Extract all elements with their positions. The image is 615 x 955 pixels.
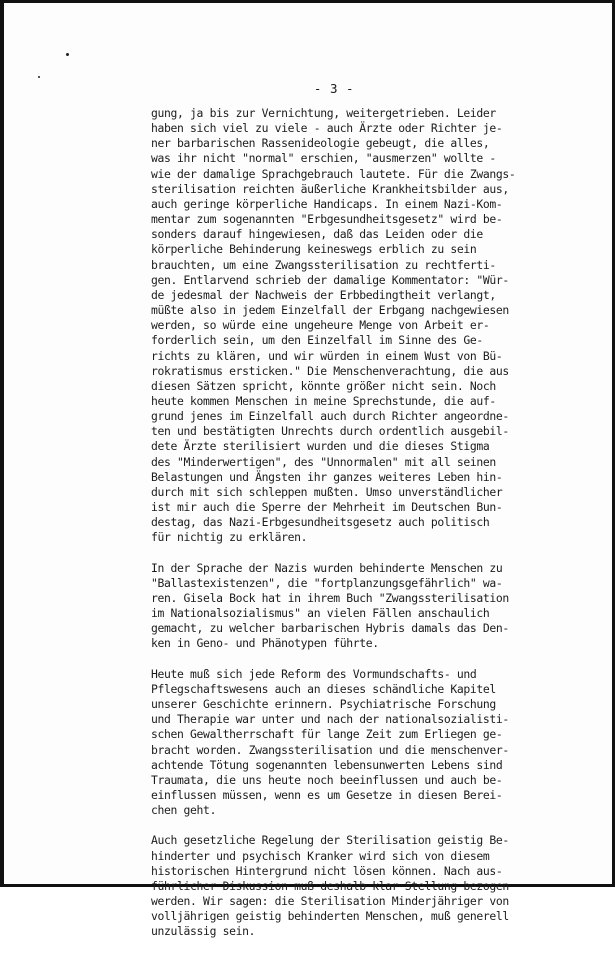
text-line: im Nationalsozialismus" an vielen Fällen anschaulich bbox=[151, 606, 490, 621]
text-line: körperliche Behinderung keineswegs erblich zu sein bbox=[151, 242, 477, 257]
text-line: und Therapie war unter und nach der nationalsozialisti- bbox=[151, 712, 509, 727]
text-line: Traumata, die uns heute noch beeinflussen und auch be- bbox=[151, 772, 503, 787]
text-line: Heute muß sich jede Reform des Vormundschafts- und bbox=[151, 666, 477, 681]
text-line: führlicher Diskussion muß deshalb klar Stellung bezogen bbox=[151, 878, 509, 893]
text-line: heute kommen Menschen in meine Sprechstunde, die auf- bbox=[151, 393, 496, 408]
text-line: richts zu klären, und wir würden in einem Wust von Bü- bbox=[151, 348, 503, 363]
text-line: destag, das Nazi-Erbgesundheitsgesetz auch politisch bbox=[151, 515, 490, 530]
text-line: rokratismus ersticken." Die Menschenverachtung, die aus bbox=[151, 363, 509, 378]
text-line: ten und bestätigten Unrechts durch ordentlich ausgebil- bbox=[151, 424, 509, 439]
text-line: unzulässig sein. bbox=[151, 924, 256, 939]
text-line: gen. Entlarvend schrieb der damalige Kommentator: "Wür- bbox=[151, 272, 509, 287]
text-line: für nichtig zu erklären. bbox=[151, 530, 308, 545]
text-line: einflussen müssen, wenn es um Gesetze in diesen Berei- bbox=[151, 788, 503, 802]
page-number: - 3 - bbox=[313, 81, 355, 96]
text-line: ren. Gisela Bock hat in ihrem Buch "Zwangssterilisation bbox=[151, 590, 509, 605]
text-line: gung, ja bis zur Vernichtung, weitergetrieben. Leider bbox=[151, 106, 496, 120]
text-line: bracht worden. Zwangssterilisation und die menschenver- bbox=[151, 742, 509, 757]
text-line: hinderter und psychisch Kranker wird sich von diesem bbox=[151, 848, 490, 863]
text-line: sterilisation reichten äußerliche Krankheitsbilder aus, bbox=[151, 181, 509, 196]
text-line: mentar zum sogenannten "Erbgesundheitsgesetz" wird be- bbox=[151, 212, 503, 227]
text-line: diesen Sätzen spricht, könnte größer nicht sein. Noch bbox=[151, 378, 496, 393]
text-line: Pflegschaftswesens auch an dieses schändliche Kapitel bbox=[151, 681, 496, 696]
text-line: "Ballastexistenzen", die "fortplanzungsgefährlich" wa- bbox=[151, 575, 503, 590]
text-line: brauchten, um eine Zwangssterilisation zu rechtferti- bbox=[151, 257, 496, 272]
scan-speck bbox=[38, 76, 40, 78]
text-line: haben sich viel zu viele - auch Ärzte oder Richter je- bbox=[151, 121, 503, 136]
text-line: durch mit sich schleppen mußten. Umso unverständlicher bbox=[151, 484, 503, 499]
scan-speck bbox=[66, 53, 69, 56]
text-line: was ihr nicht "normal" erschien, "ausmerzen" wollte - bbox=[151, 151, 496, 166]
text-line: auch geringe körperliche Handicaps. In einem Nazi-Kom- bbox=[151, 196, 503, 211]
text-line: de jedesmal der Nachweis der Erbbedingtheit verlangt, bbox=[151, 287, 496, 302]
text-line: grund jenes im Einzelfall auch durch Richter angeordne- bbox=[151, 409, 509, 424]
text-line: historischen Hintergrund nicht lösen können. Nach aus- bbox=[151, 863, 503, 878]
text-line: ken in Geno- und Phänotypen führte. bbox=[151, 636, 379, 651]
text-line: dete Ärzte sterilisiert wurden und die dieses Stigma bbox=[151, 439, 490, 454]
text-line: gemacht, zu welcher barbarischen Hybris damals das Den- bbox=[151, 621, 509, 636]
text-line: werden, so würde eine ungeheure Menge von Arbeit er- bbox=[151, 318, 490, 333]
paragraph bbox=[151, 106, 569, 546]
text-line: schen Gewaltherrschaft für lange Zeit zum Erliegen ge- bbox=[151, 727, 503, 742]
text-line: ist mir auch die Sperre der Mehrheit im Deutschen Bun- bbox=[151, 500, 503, 515]
paragraph bbox=[151, 667, 569, 819]
text-line: Belastungen und Ängsten ihr ganzes weiteres Leben hin- bbox=[151, 469, 503, 484]
text-line: ner barbarischen Rassenideologie gebeugt, die alles, bbox=[151, 136, 490, 151]
body-text bbox=[151, 106, 569, 955]
text-line: werden. Wir sagen: die Sterilisation Minderjähriger von bbox=[151, 894, 509, 909]
text-line: forderlich sein, um den Einzelfall im Sinne des Ge- bbox=[151, 333, 483, 348]
text-line: müßte also in jedem Einzelfall der Erbgang nachgewiesen bbox=[151, 303, 509, 318]
text-line: achtende Tötung sogenannten lebensunwerten Lebens sind bbox=[151, 757, 503, 772]
text-line: unserer Geschichte erinnern. Psychiatrische Forschung bbox=[151, 697, 496, 712]
text-line: sonders darauf hingewiesen, daß das Leiden oder die bbox=[151, 227, 483, 242]
text-line: chen geht. bbox=[151, 803, 217, 818]
text-line: wie der damalige Sprachgebrauch lautete. Für die Zwangs- bbox=[151, 166, 516, 181]
text-line: In der Sprache der Nazis wurden behinderte Menschen zu bbox=[151, 560, 503, 575]
text-line: Auch gesetzliche Regelung der Sterilisation geistig Be- bbox=[151, 833, 509, 848]
text-line: volljährigen geistig behinderten Menschen, muß generell bbox=[151, 909, 509, 924]
paragraph bbox=[151, 561, 569, 652]
text-line: des "Minderwertigen", des "Unnormalen" mit all seinen bbox=[151, 454, 496, 469]
